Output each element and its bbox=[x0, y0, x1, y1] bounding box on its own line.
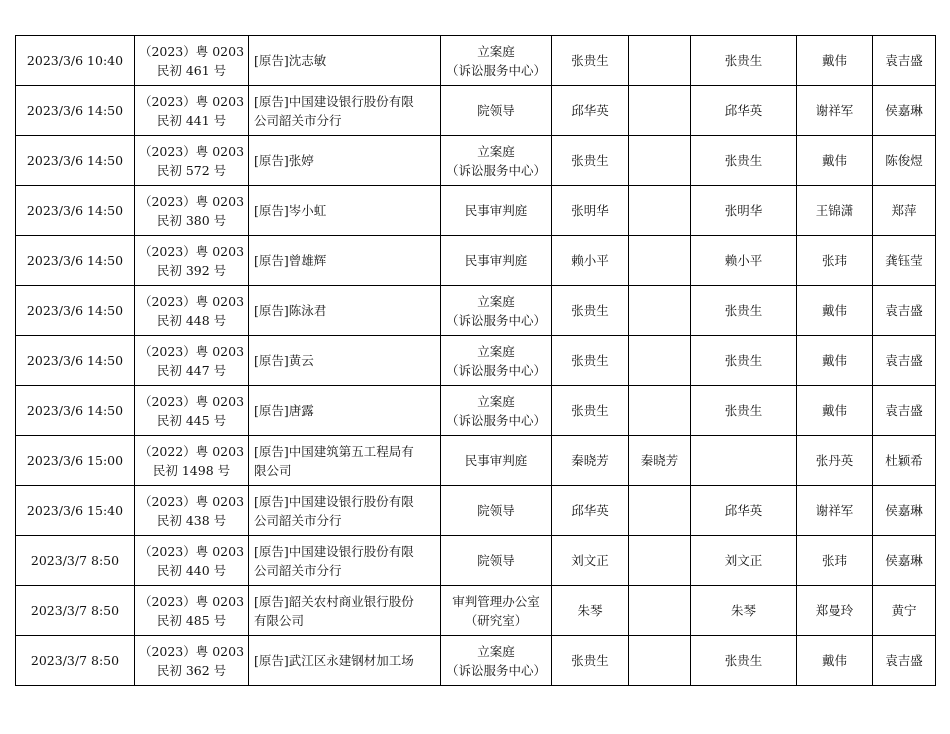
party-cell bbox=[249, 336, 441, 386]
department-line: 立案庭 bbox=[477, 643, 515, 659]
case-number-cell bbox=[135, 636, 249, 686]
clerk-cell: 谢祥军 bbox=[797, 486, 873, 536]
party-line: [原告]中国建设银行股份有限 bbox=[254, 93, 414, 109]
table-row bbox=[16, 536, 936, 586]
case-number-cell bbox=[135, 86, 249, 136]
table-row bbox=[16, 186, 936, 236]
hearing-time-cell: 2023/3/7 8:50 bbox=[16, 636, 135, 686]
judge-cell: 秦晓芳 bbox=[552, 436, 629, 486]
department-cell bbox=[441, 86, 552, 136]
clerk-cell: 张玮 bbox=[797, 536, 873, 586]
judge-cell: 张贵生 bbox=[552, 636, 629, 686]
secretary-cell: 侯嘉琳 bbox=[873, 86, 936, 136]
presiding-judge-cell: 赖小平 bbox=[691, 236, 797, 286]
department-cell bbox=[441, 536, 552, 586]
party-line: 限公司 bbox=[254, 462, 292, 478]
hearing-schedule-page bbox=[15, 35, 935, 686]
assistant-judge-cell bbox=[629, 586, 691, 636]
party-line: [原告]韶关农村商业银行股份 bbox=[254, 593, 414, 609]
case-number-line: （2023）粤 0203 bbox=[138, 493, 245, 509]
assistant-judge-cell bbox=[629, 86, 691, 136]
judge-cell: 朱琴 bbox=[552, 586, 629, 636]
case-number-line: 民初 461 号 bbox=[156, 62, 227, 78]
department-line: 民事审判庭 bbox=[464, 453, 528, 468]
department-cell bbox=[441, 36, 552, 86]
presiding-judge-cell: 朱琴 bbox=[691, 586, 797, 636]
presiding-judge-cell: 邱华英 bbox=[691, 486, 797, 536]
clerk-cell: 戴伟 bbox=[797, 336, 873, 386]
case-number-cell bbox=[135, 536, 249, 586]
assistant-judge-cell bbox=[629, 286, 691, 336]
table-row bbox=[16, 636, 936, 686]
party-line: [原告]曾雄辉 bbox=[254, 253, 327, 268]
clerk-cell: 郑曼玲 bbox=[797, 586, 873, 636]
case-number-line: （2022）粤 0203 bbox=[138, 443, 245, 459]
case-number-line: 民初 380 号 bbox=[156, 212, 227, 228]
presiding-judge-cell: 张贵生 bbox=[691, 36, 797, 86]
judge-cell: 张贵生 bbox=[552, 136, 629, 186]
hearing-time-cell: 2023/3/6 14:50 bbox=[16, 386, 135, 436]
party-cell bbox=[249, 186, 441, 236]
case-number-line: 民初 445 号 bbox=[156, 412, 227, 428]
case-number-cell bbox=[135, 236, 249, 286]
case-number-line: （2023）粤 0203 bbox=[138, 643, 245, 659]
secretary-cell: 袁吉盛 bbox=[873, 636, 936, 686]
secretary-cell: 陈俊煜 bbox=[873, 136, 936, 186]
assistant-judge-cell: 秦晓芳 bbox=[629, 436, 691, 486]
department-cell bbox=[441, 286, 552, 336]
assistant-judge-cell bbox=[629, 236, 691, 286]
department-line: 民事审判庭 bbox=[464, 253, 528, 268]
case-number-cell bbox=[135, 36, 249, 86]
case-number-line: 民初 447 号 bbox=[156, 362, 227, 378]
case-number-line: 民初 485 号 bbox=[156, 612, 227, 628]
department-line: （诉讼服务中心） bbox=[445, 62, 546, 78]
party-cell bbox=[249, 436, 441, 486]
judge-cell: 邱华英 bbox=[552, 486, 629, 536]
clerk-cell: 戴伟 bbox=[797, 36, 873, 86]
judge-cell: 张明华 bbox=[552, 186, 629, 236]
department-cell bbox=[441, 586, 552, 636]
case-number-line: 民初 572 号 bbox=[156, 162, 227, 178]
department-line: 立案庭 bbox=[477, 43, 515, 59]
clerk-cell: 戴伟 bbox=[797, 636, 873, 686]
case-number-line: （2023）粤 0203 bbox=[138, 593, 245, 609]
party-line: [原告]中国建筑第五工程局有 bbox=[254, 443, 414, 459]
department-line: 立案庭 bbox=[477, 143, 515, 159]
party-line: [原告]沈志敏 bbox=[254, 53, 327, 68]
case-number-line: （2023）粤 0203 bbox=[138, 193, 245, 209]
secretary-cell: 郑萍 bbox=[873, 186, 936, 236]
case-number-line: （2023）粤 0203 bbox=[138, 93, 245, 109]
party-cell bbox=[249, 236, 441, 286]
party-line: 公司韶关市分行 bbox=[254, 562, 342, 578]
case-number-line: （2023）粤 0203 bbox=[138, 543, 245, 559]
judge-cell: 邱华英 bbox=[552, 86, 629, 136]
party-cell bbox=[249, 36, 441, 86]
party-line: [原告]黄云 bbox=[254, 353, 314, 368]
department-line: 审判管理办公室 bbox=[452, 593, 540, 609]
clerk-cell: 戴伟 bbox=[797, 386, 873, 436]
department-cell bbox=[441, 336, 552, 386]
case-number-line: 民初 440 号 bbox=[156, 562, 227, 578]
case-number-cell bbox=[135, 286, 249, 336]
presiding-judge-cell: 张贵生 bbox=[691, 336, 797, 386]
department-cell bbox=[441, 436, 552, 486]
hearing-time-cell: 2023/3/6 14:50 bbox=[16, 286, 135, 336]
department-line: （诉讼服务中心） bbox=[445, 662, 546, 678]
secretary-cell: 袁吉盛 bbox=[873, 36, 936, 86]
case-number-line: （2023）粤 0203 bbox=[138, 393, 245, 409]
hearing-time-cell: 2023/3/7 8:50 bbox=[16, 586, 135, 636]
secretary-cell: 黄宁 bbox=[873, 586, 936, 636]
presiding-judge-cell: 张贵生 bbox=[691, 136, 797, 186]
case-number-line: （2023）粤 0203 bbox=[138, 293, 245, 309]
case-number-line: 民初 448 号 bbox=[156, 312, 227, 328]
secretary-cell: 袁吉盛 bbox=[873, 336, 936, 386]
department-cell bbox=[441, 186, 552, 236]
case-number-line: （2023）粤 0203 bbox=[138, 143, 245, 159]
case-number-line: 民初 438 号 bbox=[156, 512, 227, 528]
party-line: [原告]中国建设银行股份有限 bbox=[254, 543, 414, 559]
judge-cell: 张贵生 bbox=[552, 386, 629, 436]
department-cell bbox=[441, 136, 552, 186]
department-line: 民事审判庭 bbox=[464, 203, 528, 218]
department-line: （诉讼服务中心） bbox=[445, 312, 546, 328]
party-line: 公司韶关市分行 bbox=[254, 512, 342, 528]
hearing-schedule-table bbox=[15, 35, 936, 686]
presiding-judge-cell: 张贵生 bbox=[691, 286, 797, 336]
case-number-line: （2023）粤 0203 bbox=[138, 343, 245, 359]
department-cell bbox=[441, 486, 552, 536]
party-line: [原告]唐露 bbox=[254, 403, 314, 418]
judge-cell: 张贵生 bbox=[552, 286, 629, 336]
clerk-cell: 戴伟 bbox=[797, 136, 873, 186]
party-cell bbox=[249, 386, 441, 436]
department-line: 立案庭 bbox=[477, 293, 515, 309]
party-line: 公司韶关市分行 bbox=[254, 112, 342, 128]
table-row bbox=[16, 386, 936, 436]
hearing-time-cell: 2023/3/6 15:00 bbox=[16, 436, 135, 486]
party-line: [原告]中国建设银行股份有限 bbox=[254, 493, 414, 509]
case-number-cell bbox=[135, 136, 249, 186]
secretary-cell: 侯嘉琳 bbox=[873, 486, 936, 536]
department-line: （研究室） bbox=[464, 612, 528, 628]
table-row bbox=[16, 586, 936, 636]
table-row bbox=[16, 286, 936, 336]
department-cell bbox=[441, 386, 552, 436]
party-line: [原告]陈泳君 bbox=[254, 303, 327, 318]
party-cell bbox=[249, 486, 441, 536]
department-line: 院领导 bbox=[477, 103, 515, 118]
department-line: （诉讼服务中心） bbox=[445, 412, 546, 428]
case-number-cell bbox=[135, 486, 249, 536]
secretary-cell: 侯嘉琳 bbox=[873, 536, 936, 586]
secretary-cell: 杜颖希 bbox=[873, 436, 936, 486]
judge-cell: 赖小平 bbox=[552, 236, 629, 286]
party-cell bbox=[249, 536, 441, 586]
table-row bbox=[16, 36, 936, 86]
case-number-line: 民初 392 号 bbox=[156, 262, 227, 278]
presiding-judge-cell: 张贵生 bbox=[691, 386, 797, 436]
party-line: 有限公司 bbox=[254, 612, 305, 628]
case-number-cell bbox=[135, 336, 249, 386]
assistant-judge-cell bbox=[629, 186, 691, 236]
case-number-cell bbox=[135, 436, 249, 486]
table-row bbox=[16, 336, 936, 386]
judge-cell: 刘文正 bbox=[552, 536, 629, 586]
clerk-cell: 张玮 bbox=[797, 236, 873, 286]
hearing-time-cell: 2023/3/6 14:50 bbox=[16, 336, 135, 386]
assistant-judge-cell bbox=[629, 36, 691, 86]
table-row bbox=[16, 136, 936, 186]
hearing-time-cell: 2023/3/6 14:50 bbox=[16, 186, 135, 236]
department-line: （诉讼服务中心） bbox=[445, 162, 546, 178]
clerk-cell: 戴伟 bbox=[797, 286, 873, 336]
party-cell bbox=[249, 136, 441, 186]
department-line: 立案庭 bbox=[477, 393, 515, 409]
hearing-time-cell: 2023/3/7 8:50 bbox=[16, 536, 135, 586]
department-line: （诉讼服务中心） bbox=[445, 362, 546, 378]
department-line: 立案庭 bbox=[477, 343, 515, 359]
table-row bbox=[16, 436, 936, 486]
party-line: [原告]武江区永建钢材加工场 bbox=[254, 653, 414, 668]
table-row bbox=[16, 86, 936, 136]
party-cell bbox=[249, 586, 441, 636]
assistant-judge-cell bbox=[629, 136, 691, 186]
case-number-line: 民初 441 号 bbox=[156, 112, 227, 128]
case-number-cell bbox=[135, 186, 249, 236]
case-number-line: （2023）粤 0203 bbox=[138, 243, 245, 259]
schedule-rows bbox=[16, 36, 936, 686]
secretary-cell: 龚钰莹 bbox=[873, 236, 936, 286]
presiding-judge-cell: 张明华 bbox=[691, 186, 797, 236]
department-cell bbox=[441, 236, 552, 286]
party-line: [原告]张婷 bbox=[254, 153, 314, 168]
presiding-judge-cell: 张贵生 bbox=[691, 636, 797, 686]
clerk-cell: 谢祥军 bbox=[797, 86, 873, 136]
assistant-judge-cell bbox=[629, 336, 691, 386]
case-number-cell bbox=[135, 386, 249, 436]
table-row bbox=[16, 236, 936, 286]
case-number-cell bbox=[135, 586, 249, 636]
presiding-judge-cell: 刘文正 bbox=[691, 536, 797, 586]
table-row bbox=[16, 486, 936, 536]
clerk-cell: 张丹英 bbox=[797, 436, 873, 486]
party-cell bbox=[249, 636, 441, 686]
assistant-judge-cell bbox=[629, 486, 691, 536]
clerk-cell: 王锦潇 bbox=[797, 186, 873, 236]
assistant-judge-cell bbox=[629, 386, 691, 436]
case-number-line: 民初 362 号 bbox=[156, 662, 227, 678]
secretary-cell: 袁吉盛 bbox=[873, 386, 936, 436]
presiding-judge-cell bbox=[691, 436, 797, 486]
hearing-time-cell: 2023/3/6 10:40 bbox=[16, 36, 135, 86]
department-line: 院领导 bbox=[477, 553, 515, 568]
judge-cell: 张贵生 bbox=[552, 36, 629, 86]
party-cell bbox=[249, 86, 441, 136]
hearing-time-cell: 2023/3/6 14:50 bbox=[16, 236, 135, 286]
hearing-time-cell: 2023/3/6 14:50 bbox=[16, 136, 135, 186]
assistant-judge-cell bbox=[629, 636, 691, 686]
judge-cell: 张贵生 bbox=[552, 336, 629, 386]
secretary-cell: 袁吉盛 bbox=[873, 286, 936, 336]
assistant-judge-cell bbox=[629, 536, 691, 586]
case-number-line: （2023）粤 0203 bbox=[138, 43, 245, 59]
department-cell bbox=[441, 636, 552, 686]
hearing-time-cell: 2023/3/6 14:50 bbox=[16, 86, 135, 136]
party-line: [原告]岑小虹 bbox=[254, 203, 327, 218]
department-line: 院领导 bbox=[477, 503, 515, 518]
presiding-judge-cell: 邱华英 bbox=[691, 86, 797, 136]
hearing-time-cell: 2023/3/6 15:40 bbox=[16, 486, 135, 536]
party-cell bbox=[249, 286, 441, 336]
case-number-line: 民初 1498 号 bbox=[152, 462, 231, 478]
